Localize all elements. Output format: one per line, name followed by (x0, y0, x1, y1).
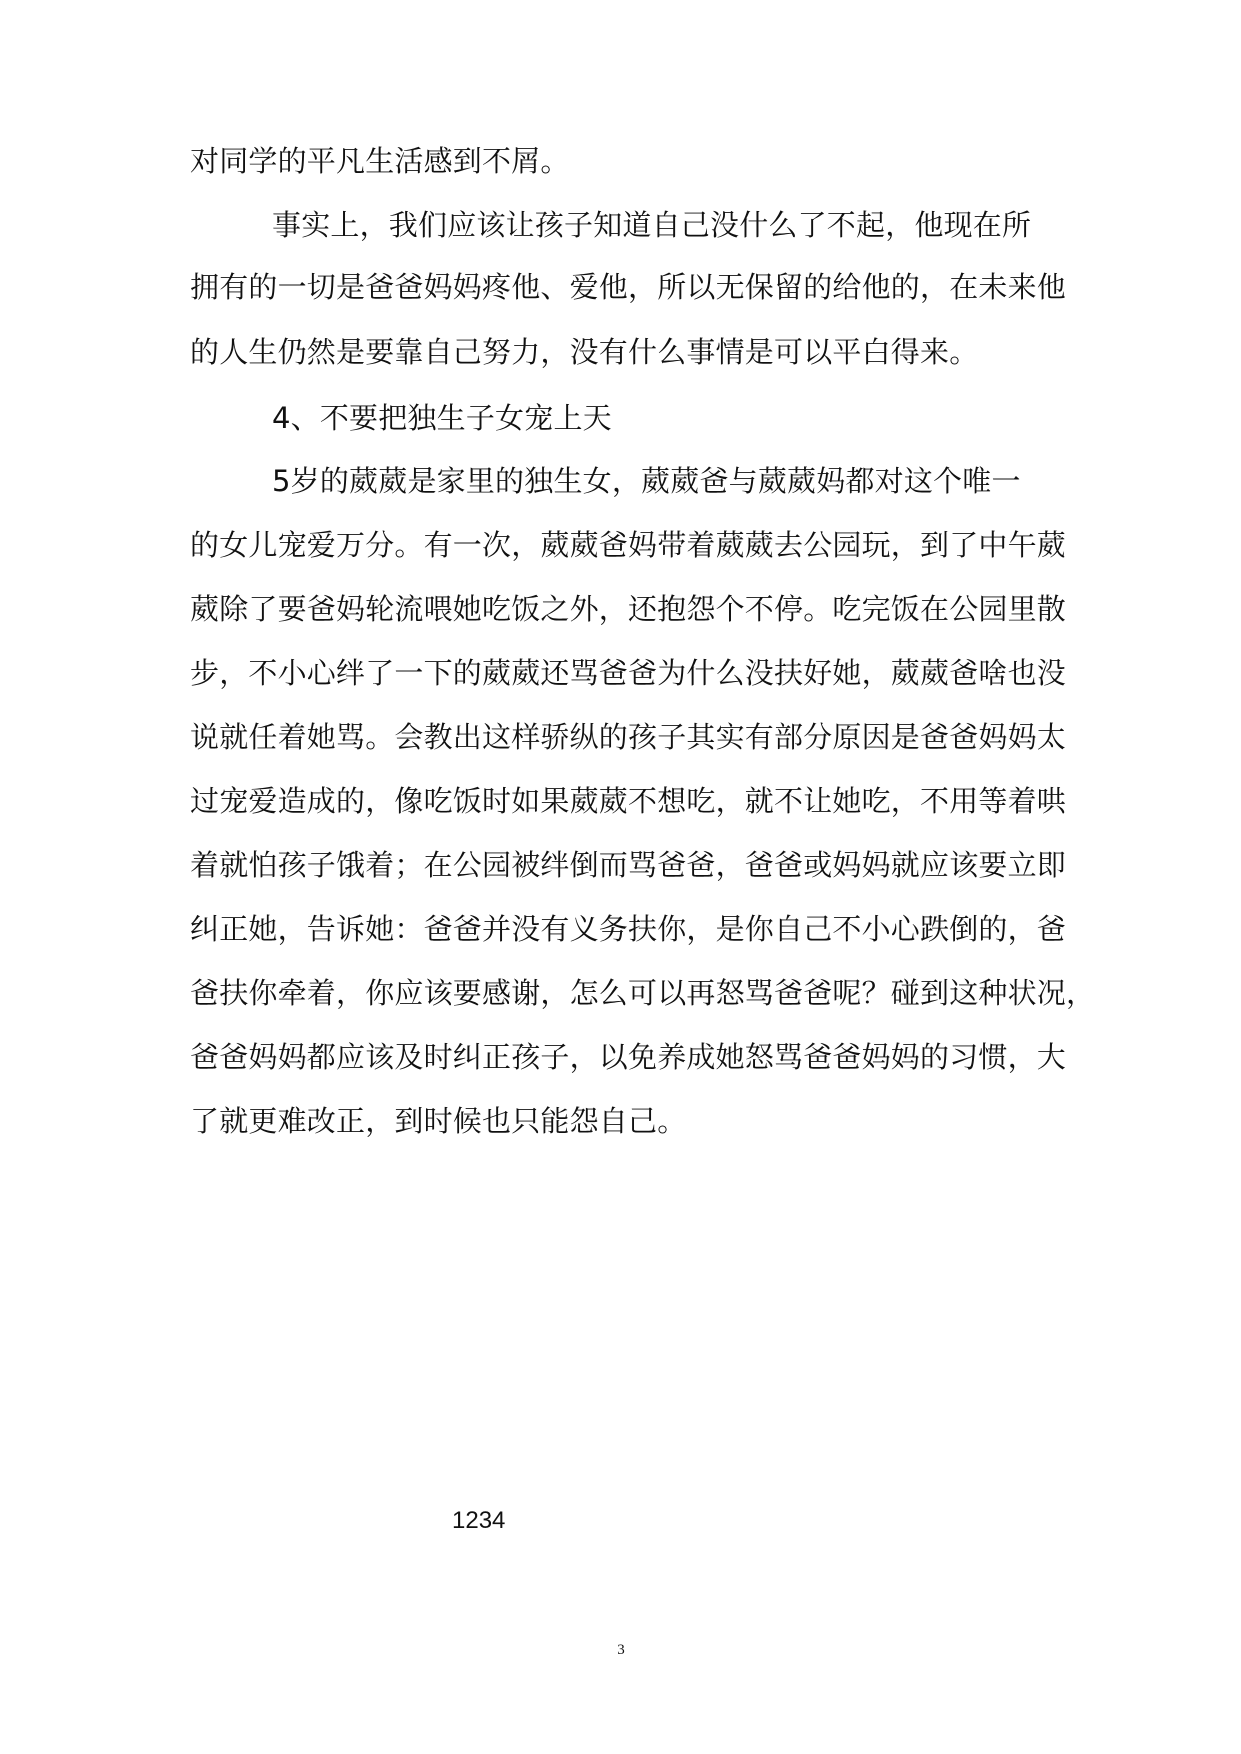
text-line: 的人生仍然是要靠自己努力，没有什么事情是可以平白得来。 (190, 335, 979, 369)
text-line: 着就怕孩子饿着；在公园被绊倒而骂爸爸，爸爸或妈妈就应该要立即 (190, 848, 1067, 882)
text-line: 爸爸妈妈都应该及时纠正孩子，以免养成她怒骂爸爸妈妈的习惯，大 (190, 1040, 1067, 1074)
text-line: 纠正她，告诉她：爸爸并没有义务扶你，是你自己不小心跌倒的，爸 (190, 912, 1067, 946)
text-line: 的女儿宠爱万分。有一次，葳葳爸妈带着葳葳去公园玩，到了中午葳 (190, 528, 1067, 562)
text-line: 步，不小心绊了一下的葳葳还骂爸爸为什么没扶好她，葳葳爸啥也没 (190, 656, 1067, 690)
text-line: 说就任着她骂。会教出这样骄纵的孩子其实有部分原因是爸爸妈妈太 (190, 720, 1067, 754)
text-line: 拥有的一切是爸爸妈妈疼他、爱他，所以无保留的给他的，在未来他 (190, 270, 1067, 304)
footer-code: 1234 (452, 1507, 506, 1534)
text-line: 对同学的平凡生活感到不屑。 (190, 144, 570, 178)
text-line: 5岁的葳葳是家里的独生女，葳葳爸与葳葳妈都对这个唯一 (272, 464, 1021, 498)
text-line: 事实上，我们应该让孩子知道自己没什么了不起，他现在所 (272, 208, 1032, 242)
section-heading: 4、不要把独生子女宠上天 (272, 401, 612, 435)
text-line: 过宠爱造成的，像吃饭时如果葳葳不想吃，就不让她吃，不用等着哄 (190, 784, 1067, 818)
text-line: 爸扶你牵着，你应该要感谢，怎么可以再怒骂爸爸呢？碰到这种状况， (190, 976, 1096, 1010)
text-line: 葳除了要爸妈轮流喂她吃饭之外，还抱怨个不停。吃完饭在公园里散 (190, 592, 1067, 626)
text-line: 了就更难改正，到时候也只能怨自己。 (190, 1104, 687, 1138)
page-number: 3 (617, 1642, 625, 1658)
